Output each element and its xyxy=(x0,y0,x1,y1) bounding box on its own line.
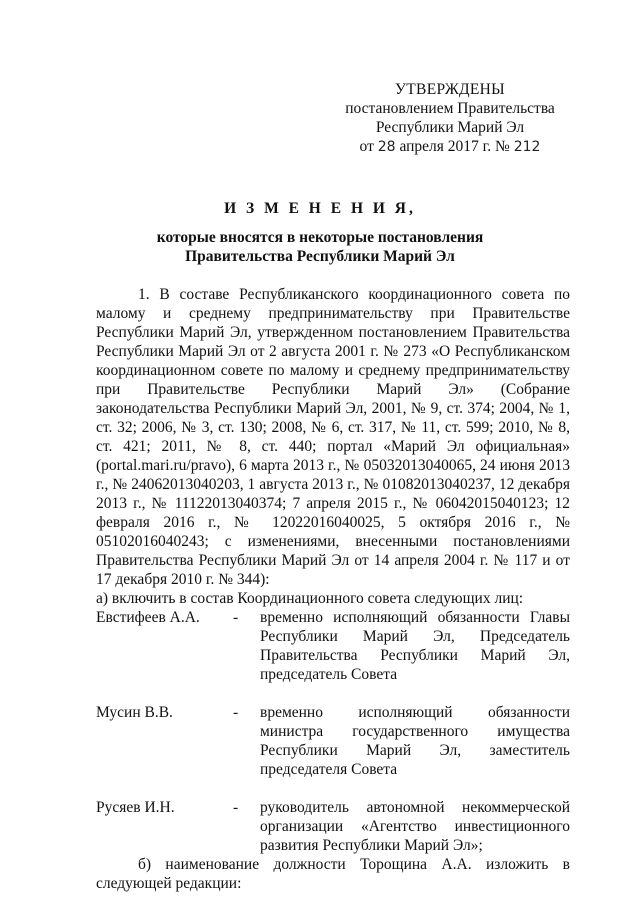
approval-line-3: Республики Марий Эл xyxy=(375,119,525,136)
member-position: руководитель автономной некоммерческой организации «Агентство инвестиционного развития Республики Марий Эл»; xyxy=(260,799,570,854)
document-title: И З М Е Н Е Н И Я, xyxy=(224,200,416,217)
member-row xyxy=(96,703,570,779)
member-name: Евстифеев А.А. xyxy=(96,609,200,626)
member-dash: - xyxy=(233,799,239,816)
approval-date-day: 28 xyxy=(377,139,396,155)
member-dash: - xyxy=(233,704,239,721)
approval-stamp xyxy=(330,80,570,157)
member-name: Мусин В.В. xyxy=(96,704,173,721)
approval-line-2: постановлением Правительства xyxy=(345,100,555,117)
approval-number: 212 xyxy=(513,139,541,155)
member-name: Русяев И.Н. xyxy=(96,799,175,816)
item-b: б) наименование должности Торощина А.А. изложить в следующей редакции: xyxy=(96,856,570,892)
document-subtitle: которые вносятся в некоторые постановления Правительства Республики Марий Эл xyxy=(156,229,484,265)
approval-title: УТВЕРЖДЕНЫ xyxy=(395,81,505,98)
approval-date-line: от 28 апреля 2017 г. № 212 xyxy=(359,138,541,155)
member-position: временно исполняющий обязанности Главы Республики Марий Эл, Председатель Правительства Республики Марий Эл, председатель Совета xyxy=(260,609,570,683)
member-row xyxy=(96,608,570,684)
member-position: временно исполняющий обязанности министра государственного имущества Республики Марий Эл, заместитель председателя Совета xyxy=(260,704,570,778)
member-dash: - xyxy=(233,609,239,626)
item-a: а) включить в состав Координационного совета следующих лиц: xyxy=(96,590,524,607)
member-row xyxy=(96,798,570,855)
document-body xyxy=(96,285,570,893)
paragraph-1: 1. В составе Республиканского координационного совета по малому и среднему предпринимательству при Правительстве Республики Марий Эл, утвержденном постановлением Правительства Республики Марий Эл от 2 августа 2001 г. № 273 «О Республиканском координационном совете по малому и среднему предпринимательству при Правительстве Республики Марий Эл» (Собрание законодательства Республики Марий Эл, 2001, № 9, ст. 374; 2004, № 1, ст. 32; 2006, № 3, ст. 130; 2008, № 6, ст. 317, № 11, ст. 599; 2010, № 8, ст. 421; 2011, № 8, ст. 440; портал «Марий Эл официальная» (portal.mari.ru/pravo), 6 марта 2013 г., № 05032013040065, 24 июня 2013 г., № 24062013040203, 1 августа 2013 г., № 01082013040237, 12 декабря 2013 г., № 11122013040374; 7 апреля 2015 г., № 06042015040123; 12 февраля 2016 г., № 12022016040025, 5 октября 2016 г., № 05102016040243; с изменениями, внесенными постановлениями Правительства Республики Марий Эл от 14 апреля 2004 г. № 117 и от 17 декабря 2010 г. № 344): xyxy=(96,286,570,588)
